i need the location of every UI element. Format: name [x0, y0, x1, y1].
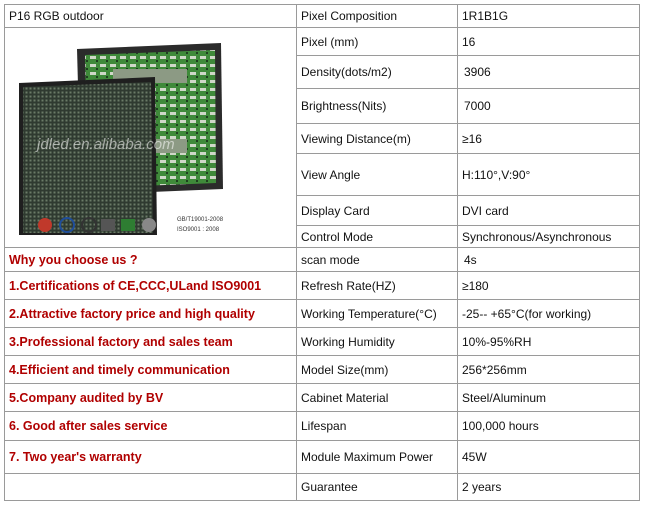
spec-value: Steel/Aluminum	[458, 384, 640, 412]
spec-label: Working Humidity	[297, 328, 458, 356]
table-row	[5, 5, 640, 28]
spec-value: 7000	[458, 89, 640, 124]
reason-item: 6. Good after sales service	[5, 412, 297, 441]
spec-value: H:110°,V:90°	[458, 154, 640, 196]
reason-item: 7. Two year's warranty	[5, 441, 297, 474]
spec-value: 16	[458, 28, 640, 56]
spec-label: Control Mode	[297, 226, 458, 248]
spec-value: 1R1B1G	[458, 5, 640, 28]
spec-value: -25-- +65°C(for working)	[458, 300, 640, 328]
table-row	[5, 384, 640, 412]
spec-value: 3906	[458, 56, 640, 89]
spec-label: Lifespan	[297, 412, 458, 441]
spec-value: 256*256mm	[458, 356, 640, 384]
spec-value: ≥16	[458, 124, 640, 154]
spec-value: 10%-95%RH	[458, 328, 640, 356]
table-row	[5, 300, 640, 328]
spec-label: scan mode	[297, 248, 458, 272]
spec-label: View Angle	[297, 154, 458, 196]
spec-label: Viewing Distance(m)	[297, 124, 458, 154]
table-row	[5, 441, 640, 474]
reason-item: 5.Company audited by BV	[5, 384, 297, 412]
spec-label: Working Temperature(°C)	[297, 300, 458, 328]
module-front-icon	[19, 77, 157, 235]
spec-label: Cabinet Material	[297, 384, 458, 412]
empty-cell	[5, 474, 297, 501]
reason-item: 4.Efficient and timely communication	[5, 356, 297, 384]
spec-table	[4, 4, 640, 501]
reason-item: 2.Attractive factory price and high quality	[5, 300, 297, 328]
spec-label: Density(dots/m2)	[297, 56, 458, 89]
spec-label: Guarantee	[297, 474, 458, 501]
spec-label: Pixel (mm)	[297, 28, 458, 56]
spec-value: 45W	[458, 441, 640, 474]
table-row	[5, 356, 640, 384]
spec-value: DVI card	[458, 196, 640, 226]
spec-label: Refresh Rate(HZ)	[297, 272, 458, 300]
table-row	[5, 248, 640, 272]
spec-label: Pixel Composition	[297, 5, 458, 28]
reason-item: 1.Certifications of CE,CCC,ULand ISO9001	[5, 272, 297, 300]
spec-value: 100,000 hours	[458, 412, 640, 441]
product-title: P16 RGB outdoor	[5, 5, 297, 28]
cert-text: GB/T19001-2008	[177, 216, 224, 223]
spec-label: Module Maximum Power	[297, 441, 458, 474]
spec-value: 4s	[458, 248, 640, 272]
product-image-cell	[5, 28, 297, 248]
spec-value: 2 years	[458, 474, 640, 501]
table-row	[5, 474, 640, 501]
reason-item: 3.Professional factory and sales team	[5, 328, 297, 356]
why-heading: Why you choose us ?	[5, 248, 297, 272]
spec-label: Display Card	[297, 196, 458, 226]
spec-label: Brightness(Nits)	[297, 89, 458, 124]
table-row	[5, 28, 640, 56]
cert-text: ISO9001 : 2008	[177, 226, 220, 233]
spec-value: ≥180	[458, 272, 640, 300]
table-row	[5, 412, 640, 441]
spec-label: Model Size(mm)	[297, 356, 458, 384]
table-row	[5, 272, 640, 300]
product-image	[9, 39, 292, 237]
table-row	[5, 328, 640, 356]
spec-value: Synchronous/Asynchronous	[458, 226, 640, 248]
watermark-text: jdled.en.alibaba.com	[37, 135, 175, 153]
